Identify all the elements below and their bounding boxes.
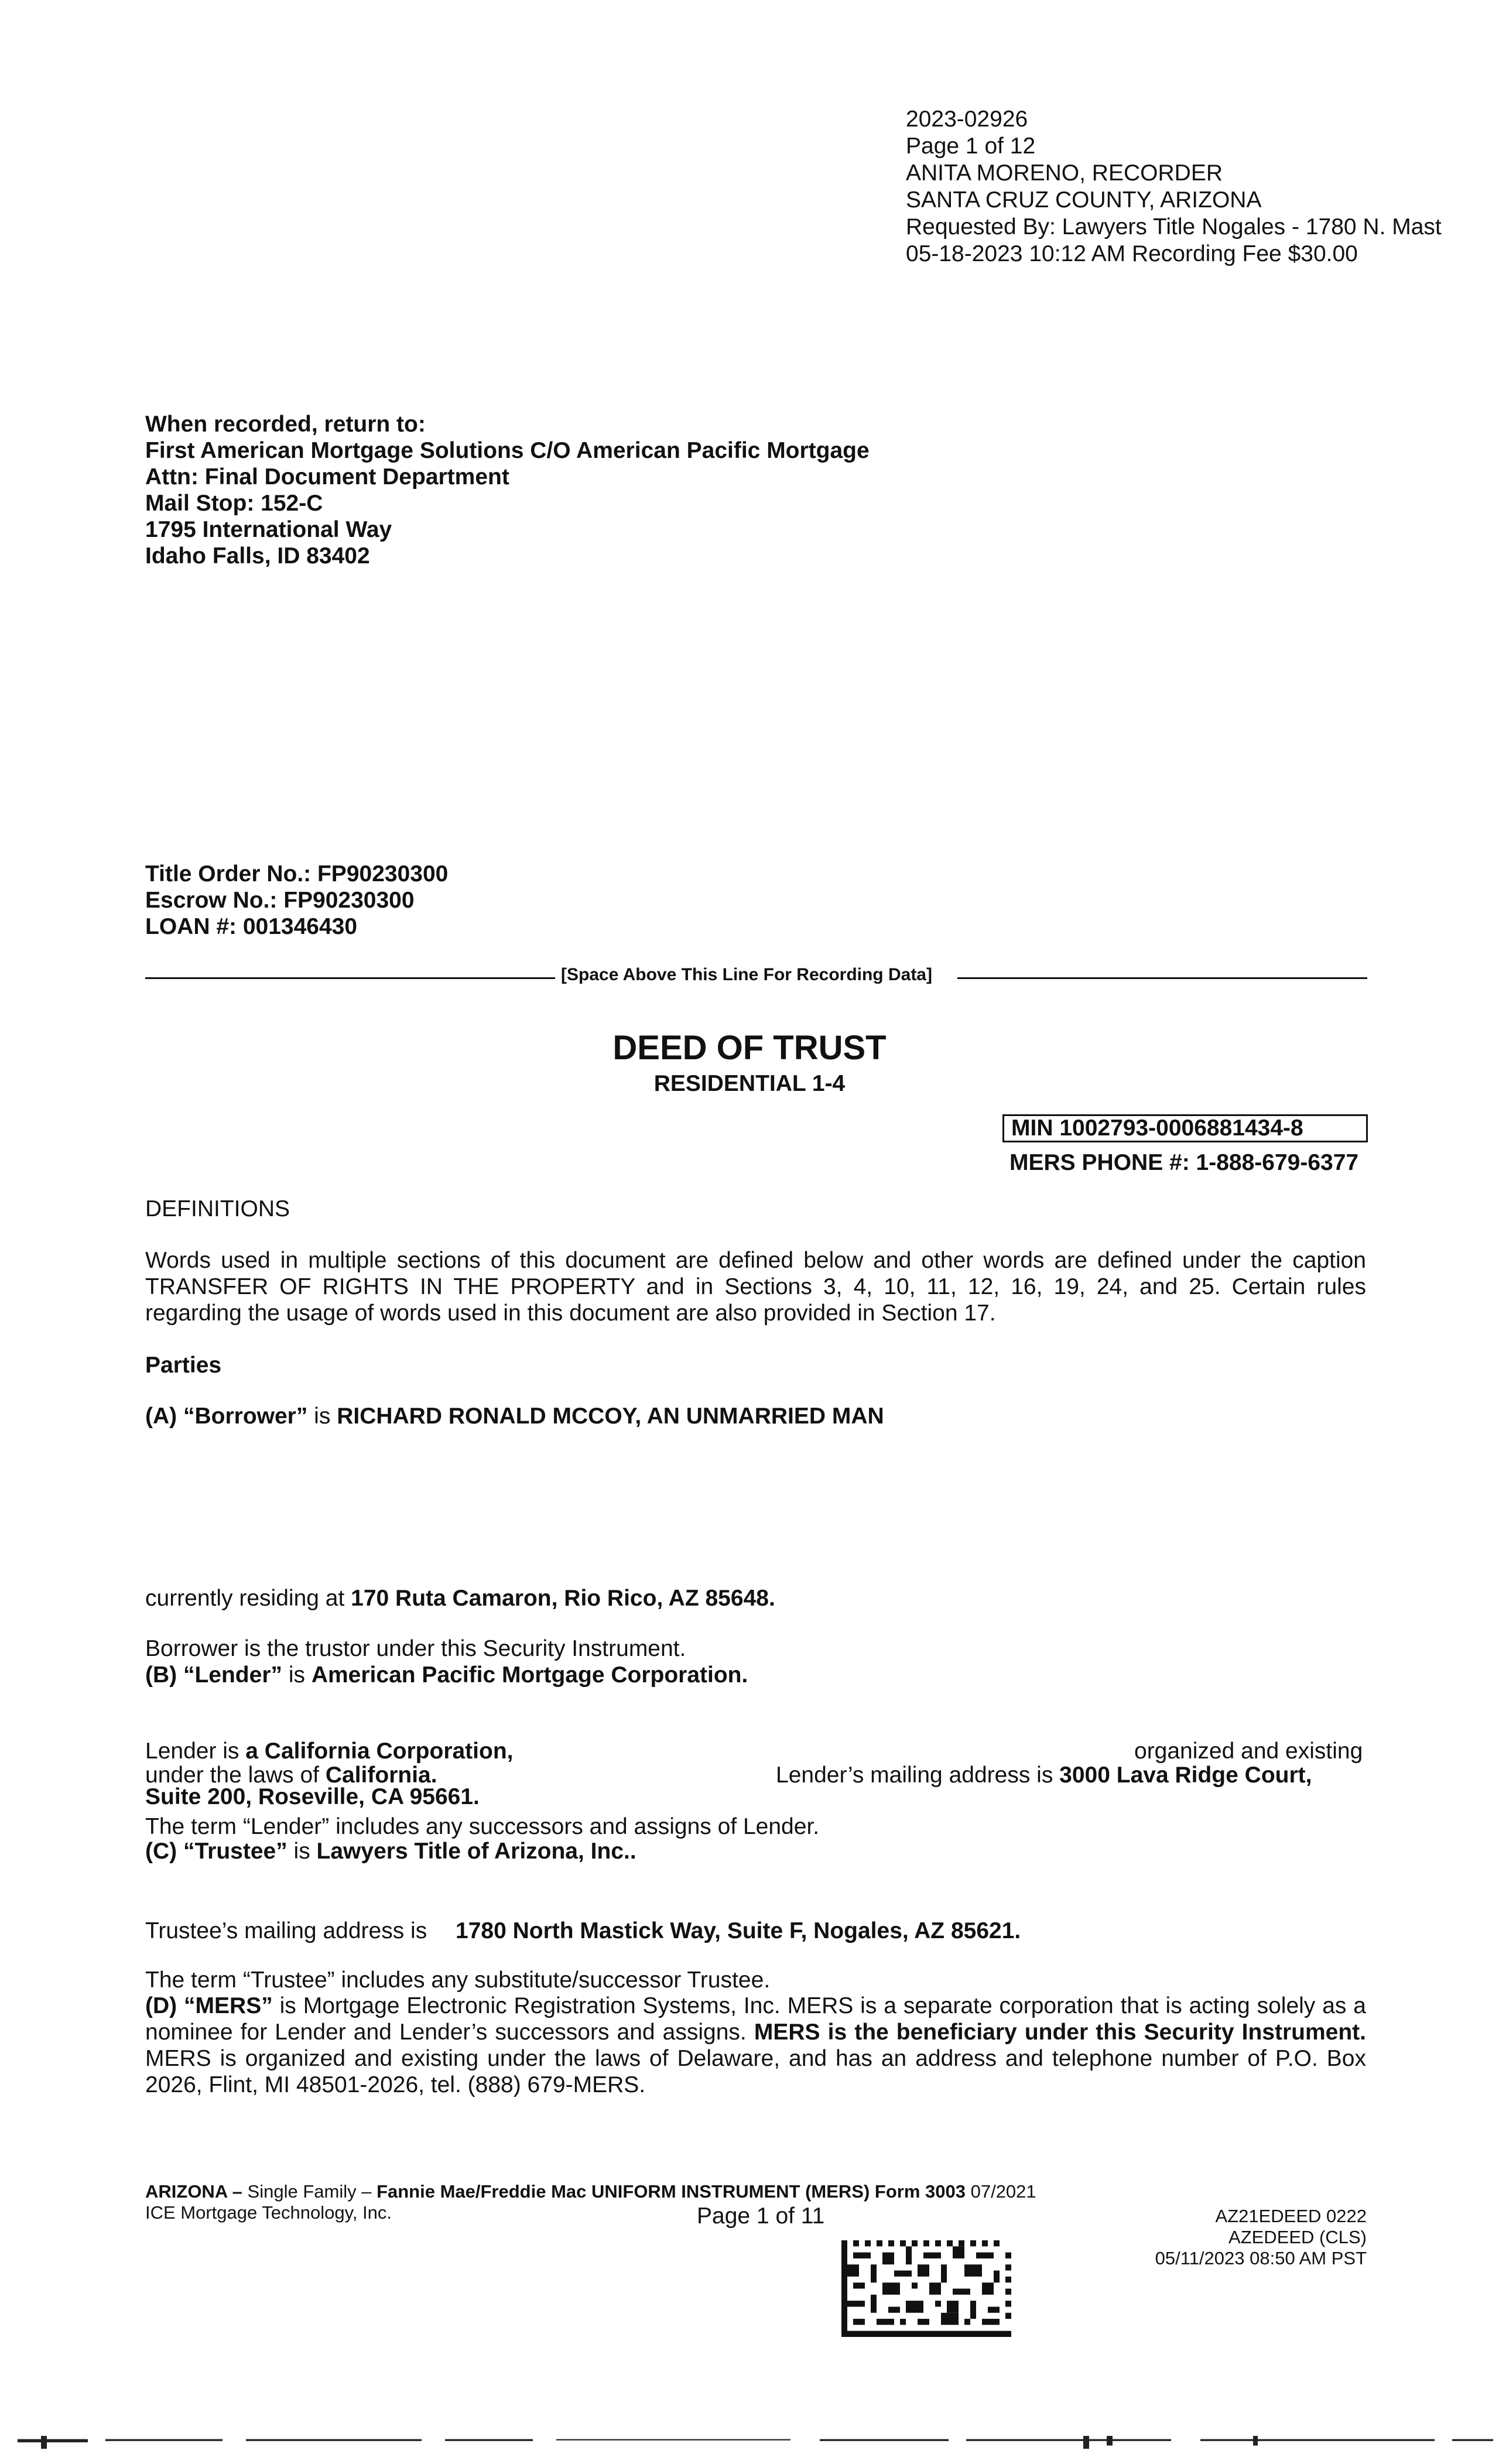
mers-text-1: is Mortgage Electronic Registration Systems, Inc. MERS is a separate corporation that is acting solely as a nominee for Lender and Lender’s successors and assigns. [145, 1993, 1366, 2045]
recording-stamp [906, 106, 1442, 268]
trustee-mailing-address: 1780 North Mastick Way, Suite F, Nogales, AZ 85621. [456, 1918, 1021, 1943]
definitions-heading: DEFINITIONS [145, 1196, 290, 1221]
return-to-block [145, 411, 870, 569]
footer-form-line [145, 2181, 1036, 2202]
return-to-heading: When recorded, return to: [145, 412, 426, 437]
lender-definition [145, 1662, 748, 1689]
trustee-label: (C) “Trustee” [145, 1839, 288, 1864]
footer-code-2: AZEDEED (CLS) [1228, 2227, 1367, 2247]
footer-form-codes [1089, 2206, 1367, 2269]
order-numbers-block [145, 861, 448, 940]
lender-mailing-prefix: Lender’s mailing address is [776, 1763, 1060, 1788]
mers-label: (D) “MERS” [145, 1993, 273, 2018]
scan-edge-strip [0, 2436, 1499, 2449]
trustee-mailing-prefix: Trustee’s mailing address is [145, 1918, 427, 1943]
borrower-trustor-statement: Borrower is the trustor under this Security Instrument. [145, 1636, 686, 1661]
definitions-intro: Words used in multiple sections of this document are defined below and other words are defined under the caption TRANSFER OF RIGHTS IN THE PROPERTY and in Sections 3, 4, 10, 11, 12, 16, 19, 24, and 25. Certain rules regarding the usage of words used in this document are also provided in Section 17. [145, 1248, 1366, 1326]
footer-code-1: AZ21EDEED 0222 [1215, 2206, 1367, 2226]
mers-definition [145, 1993, 1366, 2098]
trustee-is: is [287, 1839, 317, 1864]
recording-data-separator-label: [Space Above This Line For Recording Data] [561, 965, 932, 984]
return-to-line-2: Attn: Final Document Department [145, 464, 509, 490]
loan-number: LOAN #: 001346430 [145, 914, 358, 939]
recording-recorder: ANITA MORENO, RECORDER [906, 160, 1223, 186]
lender-mailing-address-1: 3000 Lava Ridge Court, [1059, 1763, 1312, 1788]
recording-county: SANTA CRUZ COUNTY, ARIZONA [906, 187, 1262, 213]
recording-datetime-fee: 05-18-2023 10:12 AM Recording Fee $30.00 [906, 241, 1358, 266]
return-to-line-5: Idaho Falls, ID 83402 [145, 543, 370, 569]
lender-term-statement: The term “Lender” includes any successors and assigns of Lender. [145, 1814, 820, 1839]
trustee-term-statement: The term “Trustee” includes any substitute/successor Trustee. [145, 1967, 771, 1993]
parties-heading: Parties [145, 1353, 222, 1378]
recording-doc-number: 2023-02926 [906, 107, 1028, 132]
borrower-name: RICHARD RONALD MCCOY, AN UNMARRIED MAN [337, 1404, 884, 1429]
footer-form-date: 07/2021 [970, 2181, 1036, 2202]
lender-is-prefix: Lender is [145, 1739, 246, 1764]
mers-beneficiary-statement: MERS is the beneficiary under this Security Instrument. [754, 2020, 1366, 2045]
escrow-number: Escrow No.: FP90230300 [145, 888, 415, 913]
mers-phone: MERS PHONE #: 1-888-679-6377 [1009, 1150, 1359, 1175]
lender-entity-line [145, 1738, 513, 1765]
lender-is: is [282, 1662, 312, 1688]
document-title: DEED OF TRUST [612, 1029, 887, 1067]
recording-requested-by: Requested By: Lawyers Title Nogales - 1780 N. Mast [906, 214, 1442, 239]
datamatrix-barcode [841, 2240, 1011, 2337]
lender-mailing-line [776, 1762, 1312, 1789]
footer-vendor: ICE Mortgage Technology, Inc. [145, 2202, 392, 2223]
separator-line-left [145, 977, 555, 979]
trustee-name: Lawyers Title of Arizona, Inc.. [316, 1839, 636, 1864]
lender-entity: a California Corporation, [245, 1739, 514, 1764]
borrower-label: (A) “Borrower” [145, 1404, 308, 1429]
footer-form-title: Fannie Mae/Freddie Mac UNIFORM INSTRUMENT (MERS) Form 3003 [377, 2181, 971, 2202]
lender-state: California. [325, 1763, 437, 1788]
footer-page-number: Page 1 of 11 [697, 2203, 825, 2229]
borrower-is: is [307, 1404, 337, 1429]
footer-code-3: 05/11/2023 08:50 AM PST [1155, 2248, 1367, 2268]
borrower-residence [145, 1585, 775, 1612]
footer-family: Single Family – [247, 2181, 377, 2202]
recording-page: Page 1 of 12 [906, 134, 1036, 159]
lender-label: (B) “Lender” [145, 1662, 282, 1688]
mers-text-2: MERS is organized and existing under the laws of Delaware, and has an address and telephone number of P.O. Box 2026, Flint, MI 48501-2026, tel. (888) 679-MERS. [145, 2046, 1366, 2097]
borrower-residing-prefix: currently residing at [145, 1586, 351, 1611]
trustee-definition [145, 1838, 636, 1865]
borrower-definition [145, 1403, 884, 1430]
return-to-line-3: Mail Stop: 152-C [145, 491, 323, 516]
footer-state: ARIZONA – [145, 2181, 248, 2202]
lender-mailing-address-2: Suite 200, Roseville, CA 95661. [145, 1784, 480, 1809]
title-order-number: Title Order No.: FP90230300 [145, 861, 449, 887]
min-number-box: MIN 1002793-0006881434-8 [1002, 1114, 1368, 1142]
borrower-address: 170 Ruta Camaron, Rio Rico, AZ 85648. [351, 1586, 775, 1611]
lender-laws-prefix: under the laws of [145, 1763, 326, 1788]
return-to-line-1: First American Mortgage Solutions C/O American Pacific Mortgage [145, 438, 870, 463]
document-subtitle: RESIDENTIAL 1-4 [653, 1071, 846, 1096]
separator-line-right [957, 977, 1367, 979]
lender-organized-text: organized and existing [1134, 1739, 1363, 1764]
return-to-line-4: 1795 International Way [145, 517, 392, 542]
lender-name: American Pacific Mortgage Corporation. [311, 1662, 748, 1688]
